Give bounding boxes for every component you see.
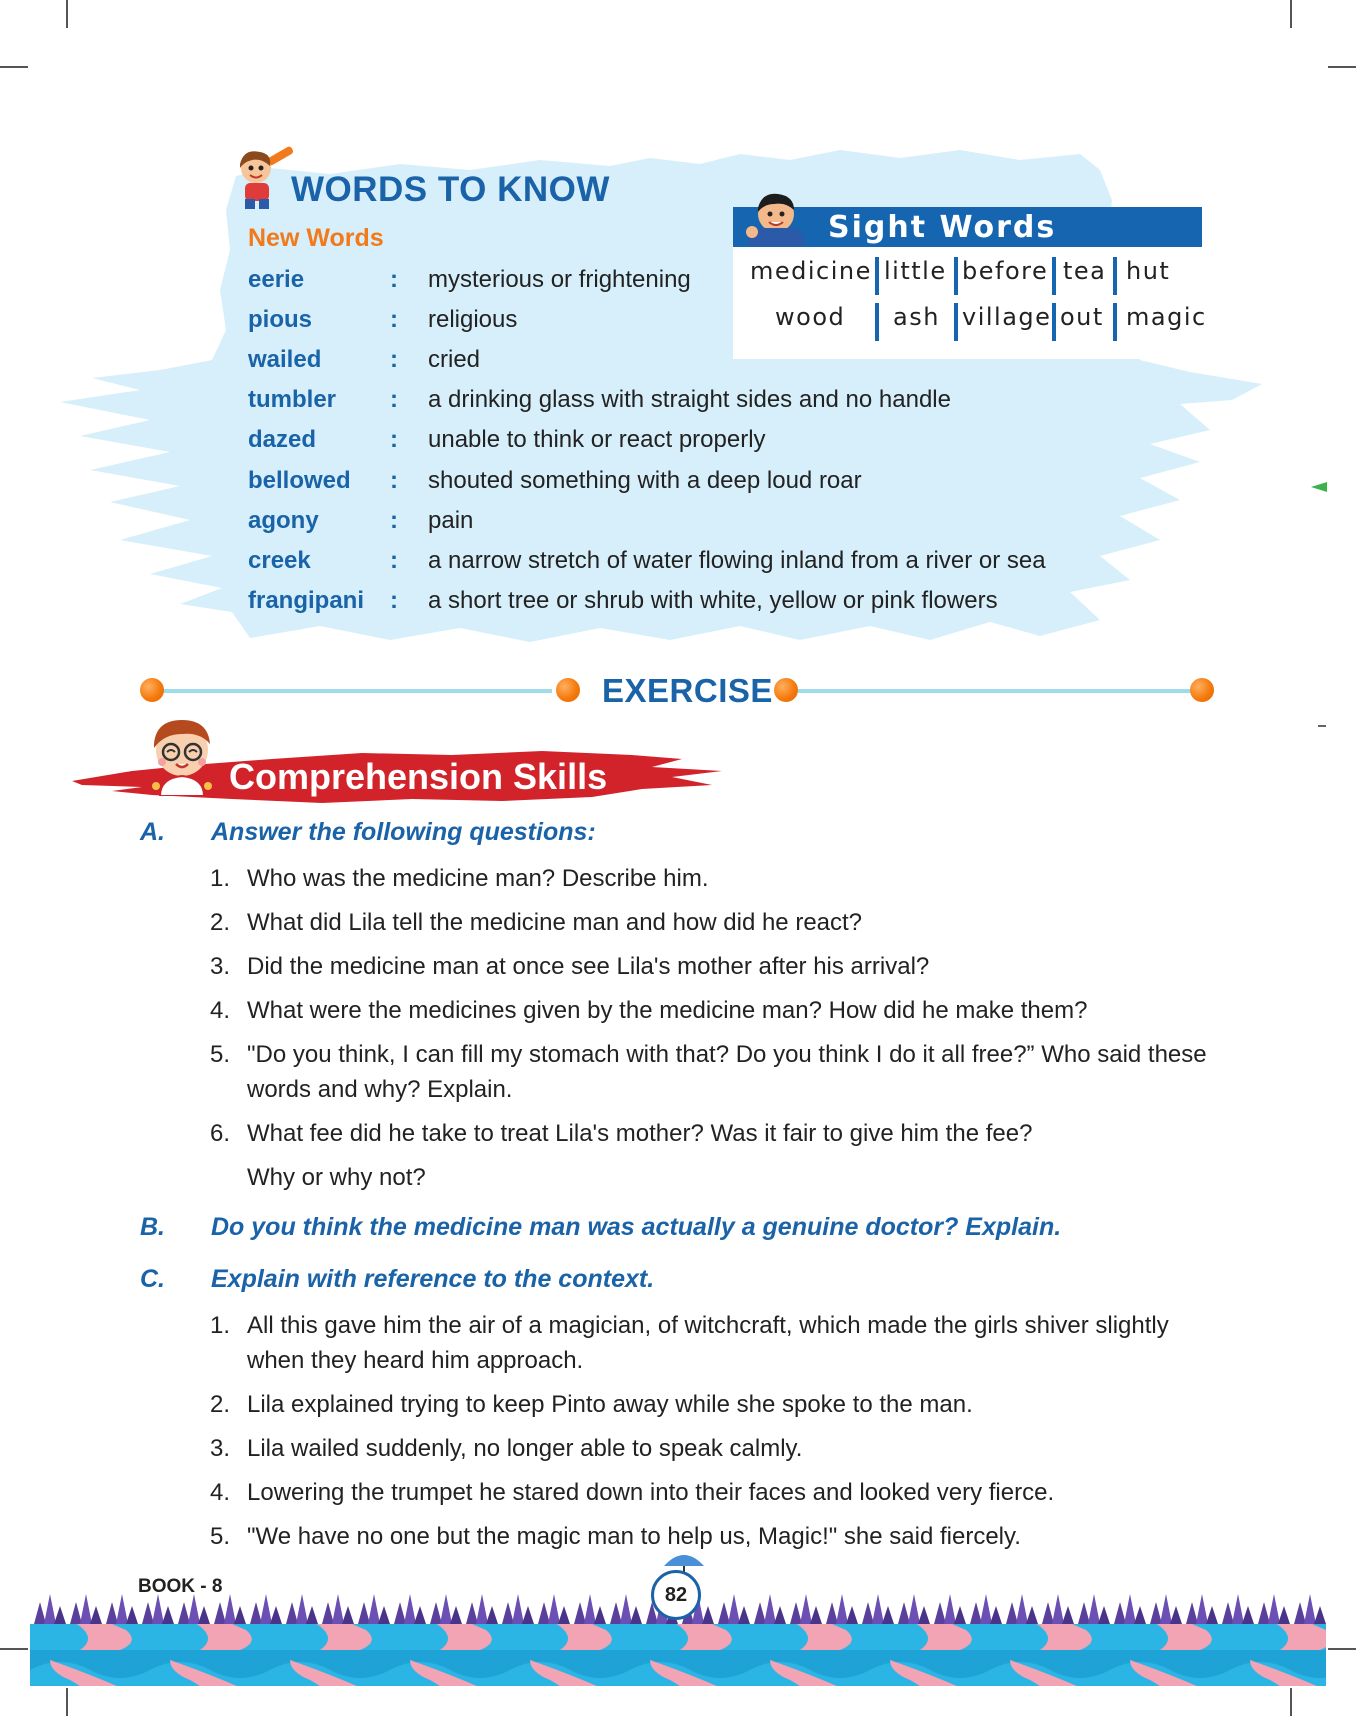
question-number: 1. <box>210 865 231 892</box>
vocab-colon: : <box>390 346 398 373</box>
sight-word-divider <box>1113 303 1117 341</box>
vocab-word: bellowed <box>248 467 351 494</box>
words-to-know-title: WORDS TO KNOW <box>291 170 610 209</box>
sight-word-divider <box>1113 257 1117 295</box>
vocab-colon: : <box>390 507 398 534</box>
vocab-meaning: shouted something with a deep loud roar <box>428 467 862 494</box>
sight-word: medicine <box>750 257 872 285</box>
context-text: All this gave him the air of a magician, of witchcraft, which made the girls shiver slightly when they heard him approach. <box>247 1312 1169 1374</box>
context-text: Lila wailed suddenly, no longer able to speak calmly. <box>247 1435 803 1462</box>
sight-word: ash <box>893 303 940 331</box>
decorative-arrow-icon <box>1309 480 1329 494</box>
vocab-meaning: religious <box>428 306 518 333</box>
vocab-meaning: mysterious or frightening <box>428 266 691 293</box>
context-number: 2. <box>210 1391 231 1418</box>
crop-mark <box>66 1688 68 1716</box>
question-item <box>210 1037 1220 1107</box>
sight-words-row <box>733 257 1202 293</box>
sight-word: wood <box>775 303 846 331</box>
context-text: Lila explained trying to keep Pinto away while she spoke to the man. <box>247 1391 973 1418</box>
context-text: Lowering the trumpet he stared down into their faces and looked very fierce. <box>247 1479 1055 1506</box>
question-text: Who was the medicine man? Describe him. <box>247 865 709 892</box>
sight-word: magic <box>1126 303 1207 331</box>
vocab-colon: : <box>390 386 398 413</box>
vocab-meaning: pain <box>428 507 474 534</box>
context-item <box>210 1519 1220 1554</box>
question-text: What fee did he take to treat Lila's mother? Was it fair to give him the fee? <box>247 1120 1033 1147</box>
crop-mark <box>1290 1688 1292 1716</box>
question-number: 2. <box>210 909 231 936</box>
new-words-label: New Words <box>248 224 384 252</box>
exercise-divider-right <box>798 689 1191 693</box>
sight-word-divider <box>1052 303 1056 341</box>
orange-dot-icon <box>774 678 798 702</box>
section-c-letter: C. <box>140 1265 165 1293</box>
sight-word: hut <box>1126 257 1171 285</box>
question-number: 3. <box>210 953 231 980</box>
section-b-letter: B. <box>140 1213 165 1241</box>
vocab-meaning: a short tree or shrub with white, yellow or pink flowers <box>428 587 998 614</box>
context-text: "We have no one but the magic man to help us, Magic!" she said fiercely. <box>247 1523 1021 1550</box>
context-item <box>210 1308 1220 1378</box>
question-text-continued: Why or why not? <box>247 1164 426 1191</box>
section-a-letter: A. <box>140 818 165 846</box>
sight-word: tea <box>1063 257 1107 285</box>
crop-mark <box>1328 1648 1356 1650</box>
umbrella-icon <box>660 1548 708 1574</box>
decorative-dash <box>1318 725 1326 727</box>
vocab-meaning: a narrow stretch of water flowing inland from a river or sea <box>428 547 1046 574</box>
sight-word: before <box>962 257 1049 285</box>
question-number: 5. <box>210 1041 231 1068</box>
page-number: 82 <box>651 1570 701 1620</box>
boy-mascot-icon <box>230 146 296 212</box>
question-number: 4. <box>210 997 231 1024</box>
orange-dot-icon <box>1190 678 1214 702</box>
sight-word-divider <box>1052 257 1056 295</box>
question-item <box>210 905 1220 940</box>
vocab-colon: : <box>390 547 398 574</box>
orange-dot-icon <box>556 678 580 702</box>
comprehension-skills-title: Comprehension Skills <box>229 756 608 797</box>
sight-words-row <box>733 303 1207 339</box>
question-text: "Do you think, I can fill my stomach with that? Do you think I do it all free?” Who said these words and why? Explain. <box>247 1041 1207 1103</box>
vocab-meaning: a drinking glass with straight sides and no handle <box>428 386 951 413</box>
question-item <box>210 949 1220 984</box>
sight-word: village <box>962 303 1052 331</box>
sight-word-divider <box>954 303 958 341</box>
context-item <box>210 1475 1220 1510</box>
sight-words-title: Sight Words <box>828 210 1057 245</box>
sight-word: little <box>884 257 947 285</box>
vocab-word: frangipani <box>248 587 365 614</box>
section-c-title: Explain with reference to the context. <box>211 1265 655 1293</box>
context-number: 5. <box>210 1523 231 1550</box>
vocab-colon: : <box>390 306 398 333</box>
book-label: BOOK - 8 <box>138 1576 223 1597</box>
vocab-word: agony <box>248 507 319 534</box>
section-a-title: Answer the following questions: <box>211 818 596 846</box>
vocab-word: wailed <box>248 346 322 373</box>
exercise-heading: EXERCISE <box>602 672 773 709</box>
vocab-word: tumbler <box>248 386 337 413</box>
vocab-meaning: unable to think or react properly <box>428 426 766 453</box>
question-number: 6. <box>210 1120 231 1147</box>
sight-word-divider <box>875 257 879 295</box>
vocab-word: creek <box>248 547 311 574</box>
girl-mascot-icon <box>142 714 224 796</box>
question-item <box>210 861 1220 896</box>
context-number: 1. <box>210 1312 231 1339</box>
vocab-colon: : <box>390 266 398 293</box>
question-text: Did the medicine man at once see Lila's mother after his arrival? <box>247 953 930 980</box>
vocab-meaning: cried <box>428 346 481 373</box>
question-text: What did Lila tell the medicine man and how did he react? <box>247 909 863 936</box>
vocab-word: eerie <box>248 266 305 293</box>
vocab-word: pious <box>248 306 312 333</box>
question-text: What were the medicines given by the medicine man? How did he make them? <box>247 997 1088 1024</box>
vocab-colon: : <box>390 467 398 494</box>
question-item <box>210 993 1220 1028</box>
crop-mark <box>0 1648 28 1650</box>
context-number: 4. <box>210 1479 231 1506</box>
vocab-colon: : <box>390 426 398 453</box>
section-b-title: Do you think the medicine man was actually a genuine doctor? Explain. <box>211 1213 1062 1241</box>
orange-dot-icon <box>140 678 164 702</box>
sight-words-mascot-icon <box>738 188 808 246</box>
context-number: 3. <box>210 1435 231 1462</box>
vocab-colon: : <box>390 587 398 614</box>
vocab-word: dazed <box>248 426 317 453</box>
sight-word: out <box>1060 303 1104 331</box>
context-item <box>210 1387 1220 1422</box>
question-item <box>210 1116 1220 1195</box>
context-item <box>210 1431 1220 1466</box>
sight-word-divider <box>875 303 879 341</box>
exercise-divider-left <box>152 689 552 693</box>
sight-word-divider <box>954 257 958 295</box>
